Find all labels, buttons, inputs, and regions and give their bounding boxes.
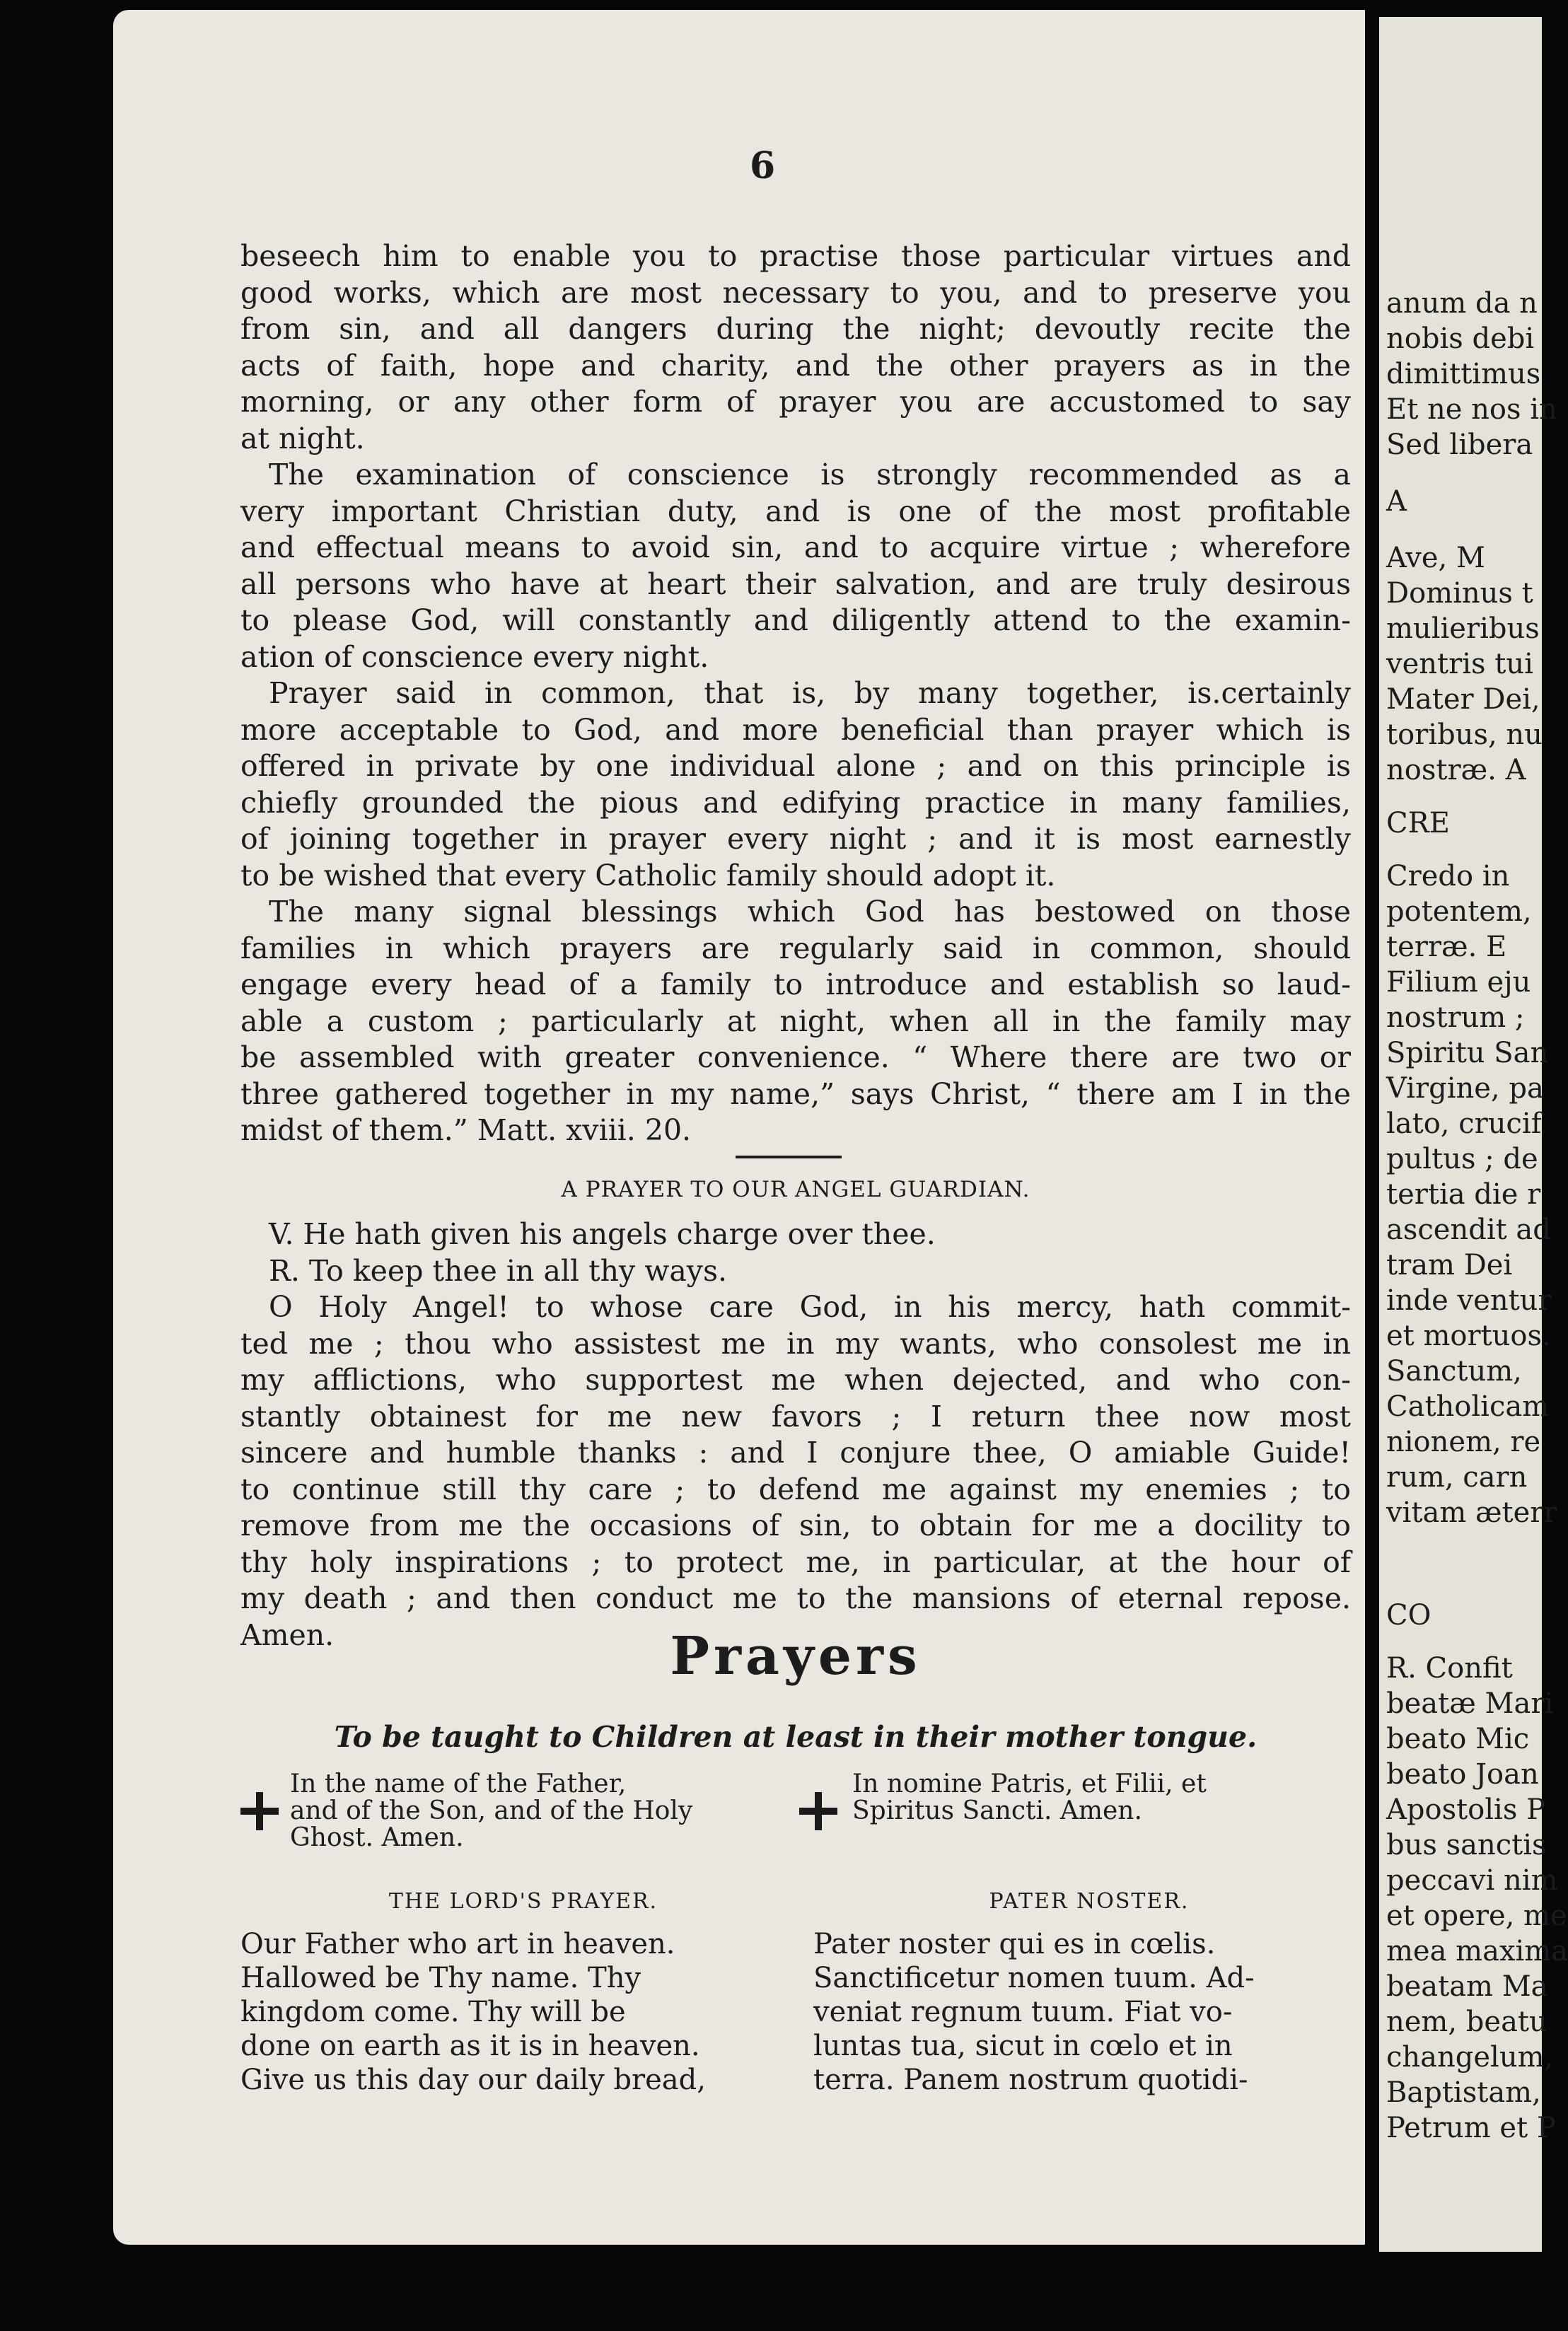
sign-latin-line: Spiritus Sancti. Amen. <box>852 1796 1142 1825</box>
angel-prayer-line: sincere and humble thanks : and I conjure thee, O amiable Guide! <box>240 1436 1351 1470</box>
body-text-line: able a custom ; particularly at night, when all in the family may <box>240 1004 1351 1038</box>
lords-prayer-line: Hallowed be Thy name. Thy <box>240 1962 641 1994</box>
right-page-fragment: mea maxima <box>1386 1935 1568 1967</box>
pater-noster-line: terra. Panem nostrum quotidi- <box>813 2064 1248 2096</box>
page-content <box>113 10 1379 2245</box>
angel-prayer-line: O Holy Angel! to whose care God, in his mercy, hath commit- <box>269 1290 1351 1324</box>
right-page-fragment: tertia die r <box>1386 1178 1541 1211</box>
right-page-fragment: potentem, <box>1386 895 1532 928</box>
right-page-fragment: Petrum et P <box>1386 2112 1556 2144</box>
body-text-line: midst of them.” Matt. xviii. 20. <box>240 1113 692 1147</box>
body-text-line: The examination of conscience is strongly recommended as a <box>269 458 1351 492</box>
angel-prayer-line: remove from me the occasions of sin, to obtain for me a docility to <box>240 1509 1351 1542</box>
body-text-line: and effectual means to avoid sin, and to acquire virtue ; wherefore <box>240 530 1351 564</box>
pater-noster-line: luntas tua, sicut in cœlo et in <box>813 2030 1233 2062</box>
right-page-fragment: vitam æterr <box>1386 1496 1557 1529</box>
angel-prayer-line: my death ; and then conduct me to the mansions of eternal repose. <box>240 1581 1351 1615</box>
right-page-fragment: Credo in <box>1386 860 1510 893</box>
right-page-fragment: bus sanctis <box>1386 1829 1547 1861</box>
right-page-fragment: Dominus t <box>1386 577 1533 610</box>
right-page-fragment: beatam Ma <box>1386 1970 1548 2003</box>
body-text-line: engage every head of a family to introduce and establish so laud- <box>240 967 1351 1001</box>
angel-prayer-line: V. He hath given his angels charge over thee. <box>269 1217 936 1251</box>
right-page-fragment: beato Mic <box>1386 1723 1530 1755</box>
body-text-line: to be wished that every Catholic family should adopt it. <box>240 858 1056 893</box>
right-page-fragment: toribus, nu <box>1386 719 1543 751</box>
right-page-fragment: Catholicam <box>1386 1390 1550 1423</box>
sign-latin-line: In nomine Patris, et Filii, et <box>852 1769 1207 1798</box>
right-page-fragment: et mortuos. <box>1386 1320 1551 1352</box>
angel-prayer-line: Amen. <box>240 1617 335 1652</box>
book-page-right-partial <box>1379 17 1568 2252</box>
right-page-fragment: rum, carn <box>1386 1461 1528 1494</box>
right-page-fragment: Spiritu San <box>1386 1037 1549 1069</box>
sign-english-line: In the name of the Father, <box>290 1769 627 1798</box>
angel-prayer-line: thy holy inspirations ; to protect me, in particular, at the hour of <box>240 1545 1351 1579</box>
right-page-fragment: Sed libera <box>1386 429 1533 461</box>
body-text-line: more acceptable to God, and more beneficial than prayer which is <box>240 712 1351 747</box>
right-page-fragment: tram Dei <box>1386 1249 1513 1281</box>
body-text-line: of joining together in prayer every night ; and it is most earnestly <box>240 822 1351 856</box>
prayers-subtitle: To be taught to Children at least in their mother tongue. <box>334 1720 1258 1754</box>
body-text-line: very important Christian duty, and is one of the most profitable <box>240 494 1351 528</box>
right-page-fragment: CO <box>1386 1599 1431 1632</box>
right-page-fragment: nem, beatu <box>1386 2006 1547 2038</box>
angel-prayer-line: R. To keep thee in all thy ways. <box>269 1253 728 1288</box>
right-page-fragment: Et ne nos in <box>1386 393 1557 426</box>
right-page-fragment: nostrum ; <box>1386 1001 1525 1034</box>
body-text-line: all persons who have at heart their salvation, and are truly desirous <box>240 566 1351 601</box>
book-page-left <box>113 10 1379 2245</box>
pater-noster-line: veniat regnum tuum. Fiat vo- <box>813 1996 1233 2028</box>
angel-prayer-line: to continue still thy care ; to defend me against my enemies ; to <box>240 1472 1351 1506</box>
lords-prayer-line: kingdom come. Thy will be <box>240 1996 626 2028</box>
right-page-fragment: Ave, M <box>1386 542 1485 574</box>
body-text-line: families in which prayers are regularly said in common, should <box>240 931 1351 965</box>
right-page-fragment: inde ventur <box>1386 1284 1552 1317</box>
angel-prayer-line: stantly obtainest for me new favors ; I return thee now most <box>240 1399 1351 1434</box>
pater-noster-line: Sanctificetur nomen tuum. Ad- <box>813 1962 1255 1994</box>
body-text-line: The many signal blessings which God has bestowed on those <box>269 895 1351 929</box>
body-text-line: offered in private by one individual alone ; and on this principle is <box>240 749 1351 783</box>
body-text-line: chiefly grounded the pious and edifying practice in many families, <box>240 785 1351 820</box>
section-divider <box>736 1156 842 1158</box>
pater-noster-line: Pater noster qui es in cœlis. <box>813 1928 1216 1960</box>
right-page-fragment: CRE <box>1386 807 1450 839</box>
right-page-fragment: dimittimus <box>1386 358 1541 390</box>
right-page-fragment: changelum, <box>1386 2041 1554 2074</box>
right-page-fragment: ventris tui <box>1386 648 1533 680</box>
right-page-fragment: Sanctum, <box>1386 1355 1522 1388</box>
lords-prayer-line: Give us this day our daily bread, <box>240 2064 706 2096</box>
right-page-fragment: nobis debi <box>1386 322 1535 355</box>
lords-prayer-heading: THE LORD'S PRAYER. <box>388 1889 658 1914</box>
right-page-fragment: beato Joan <box>1386 1758 1539 1791</box>
sign-english-line: and of the Son, and of the Holy <box>290 1796 693 1825</box>
right-page-fragment: Baptistam, <box>1386 2076 1541 2109</box>
right-page-fragment: pultus ; de <box>1386 1143 1538 1175</box>
right-page-fragment: nionem, re <box>1386 1426 1541 1458</box>
body-text-line: good works, which are most necessary to you, and to preserve you <box>240 275 1351 310</box>
body-text-line: morning, or any other form of prayer you are accustomed to say <box>240 385 1351 419</box>
right-page-fragment: Mater Dei, <box>1386 683 1540 716</box>
body-text-line: three gathered together in my name,” says Christ, “ there am I in the <box>240 1076 1351 1111</box>
right-page-fragment: beatæ Mari <box>1386 1687 1554 1720</box>
right-page-fragment: Filium eju <box>1386 966 1531 999</box>
angel-prayer-line: ted me ; thou who assistest me in my wants, who consolest me in <box>240 1326 1351 1361</box>
right-page-fragment: anum da n <box>1386 287 1538 320</box>
body-text-line: at night. <box>240 421 365 455</box>
body-text-line: ation of conscience every night. <box>240 639 709 674</box>
right-page-fragment: peccavi nim <box>1386 1864 1558 1897</box>
cross-icon <box>240 1792 279 1830</box>
right-page-fragment: R. Confit <box>1386 1652 1513 1685</box>
body-text-line: be assembled with greater convenience. “ Where there are two or <box>240 1040 1351 1074</box>
sign-english-line: Ghost. Amen. <box>290 1823 464 1852</box>
body-text-line: from sin, and all dangers during the night; devoutly recite the <box>240 312 1351 346</box>
page-number: 6 <box>750 144 776 187</box>
angel-prayer-heading: A PRAYER TO OUR ANGEL GUARDIAN. <box>561 1177 1030 1202</box>
angel-prayer-line: my afflictions, who supportest me when dejected, and who con- <box>240 1363 1351 1397</box>
lords-prayer-line: done on earth as it is in heaven. <box>240 2030 700 2062</box>
body-text-line: Prayer said in common, that is, by many together, is.certainly <box>269 676 1351 710</box>
right-page-fragment: Virgine, pa <box>1386 1072 1544 1105</box>
right-page-fragment: Apostolis P <box>1386 1794 1545 1826</box>
right-page-fragment: ascendit ad <box>1386 1214 1551 1246</box>
page-gutter <box>1365 0 1379 2331</box>
body-text-line: beseech him to enable you to practise those particular virtues and <box>240 239 1351 273</box>
right-page-fragment: mulieribus <box>1386 612 1540 645</box>
right-page-fragment: et opere, me <box>1386 1900 1567 1932</box>
lords-prayer-line: Our Father who art in heaven. <box>240 1928 675 1960</box>
pater-noster-heading: PATER NOSTER. <box>989 1889 1190 1914</box>
right-page-fragment: nostræ. A <box>1386 754 1526 786</box>
right-page-fragment: terræ. E <box>1386 931 1507 963</box>
body-text-line: to please God, will constantly and diligently attend to the examin- <box>240 603 1351 637</box>
body-text-line: acts of faith, hope and charity, and the other prayers as in the <box>240 348 1351 383</box>
prayers-title: Prayers <box>670 1626 922 1687</box>
right-page-fragment: A <box>1386 485 1407 518</box>
right-page-fragment: lato, crucif <box>1386 1108 1542 1140</box>
